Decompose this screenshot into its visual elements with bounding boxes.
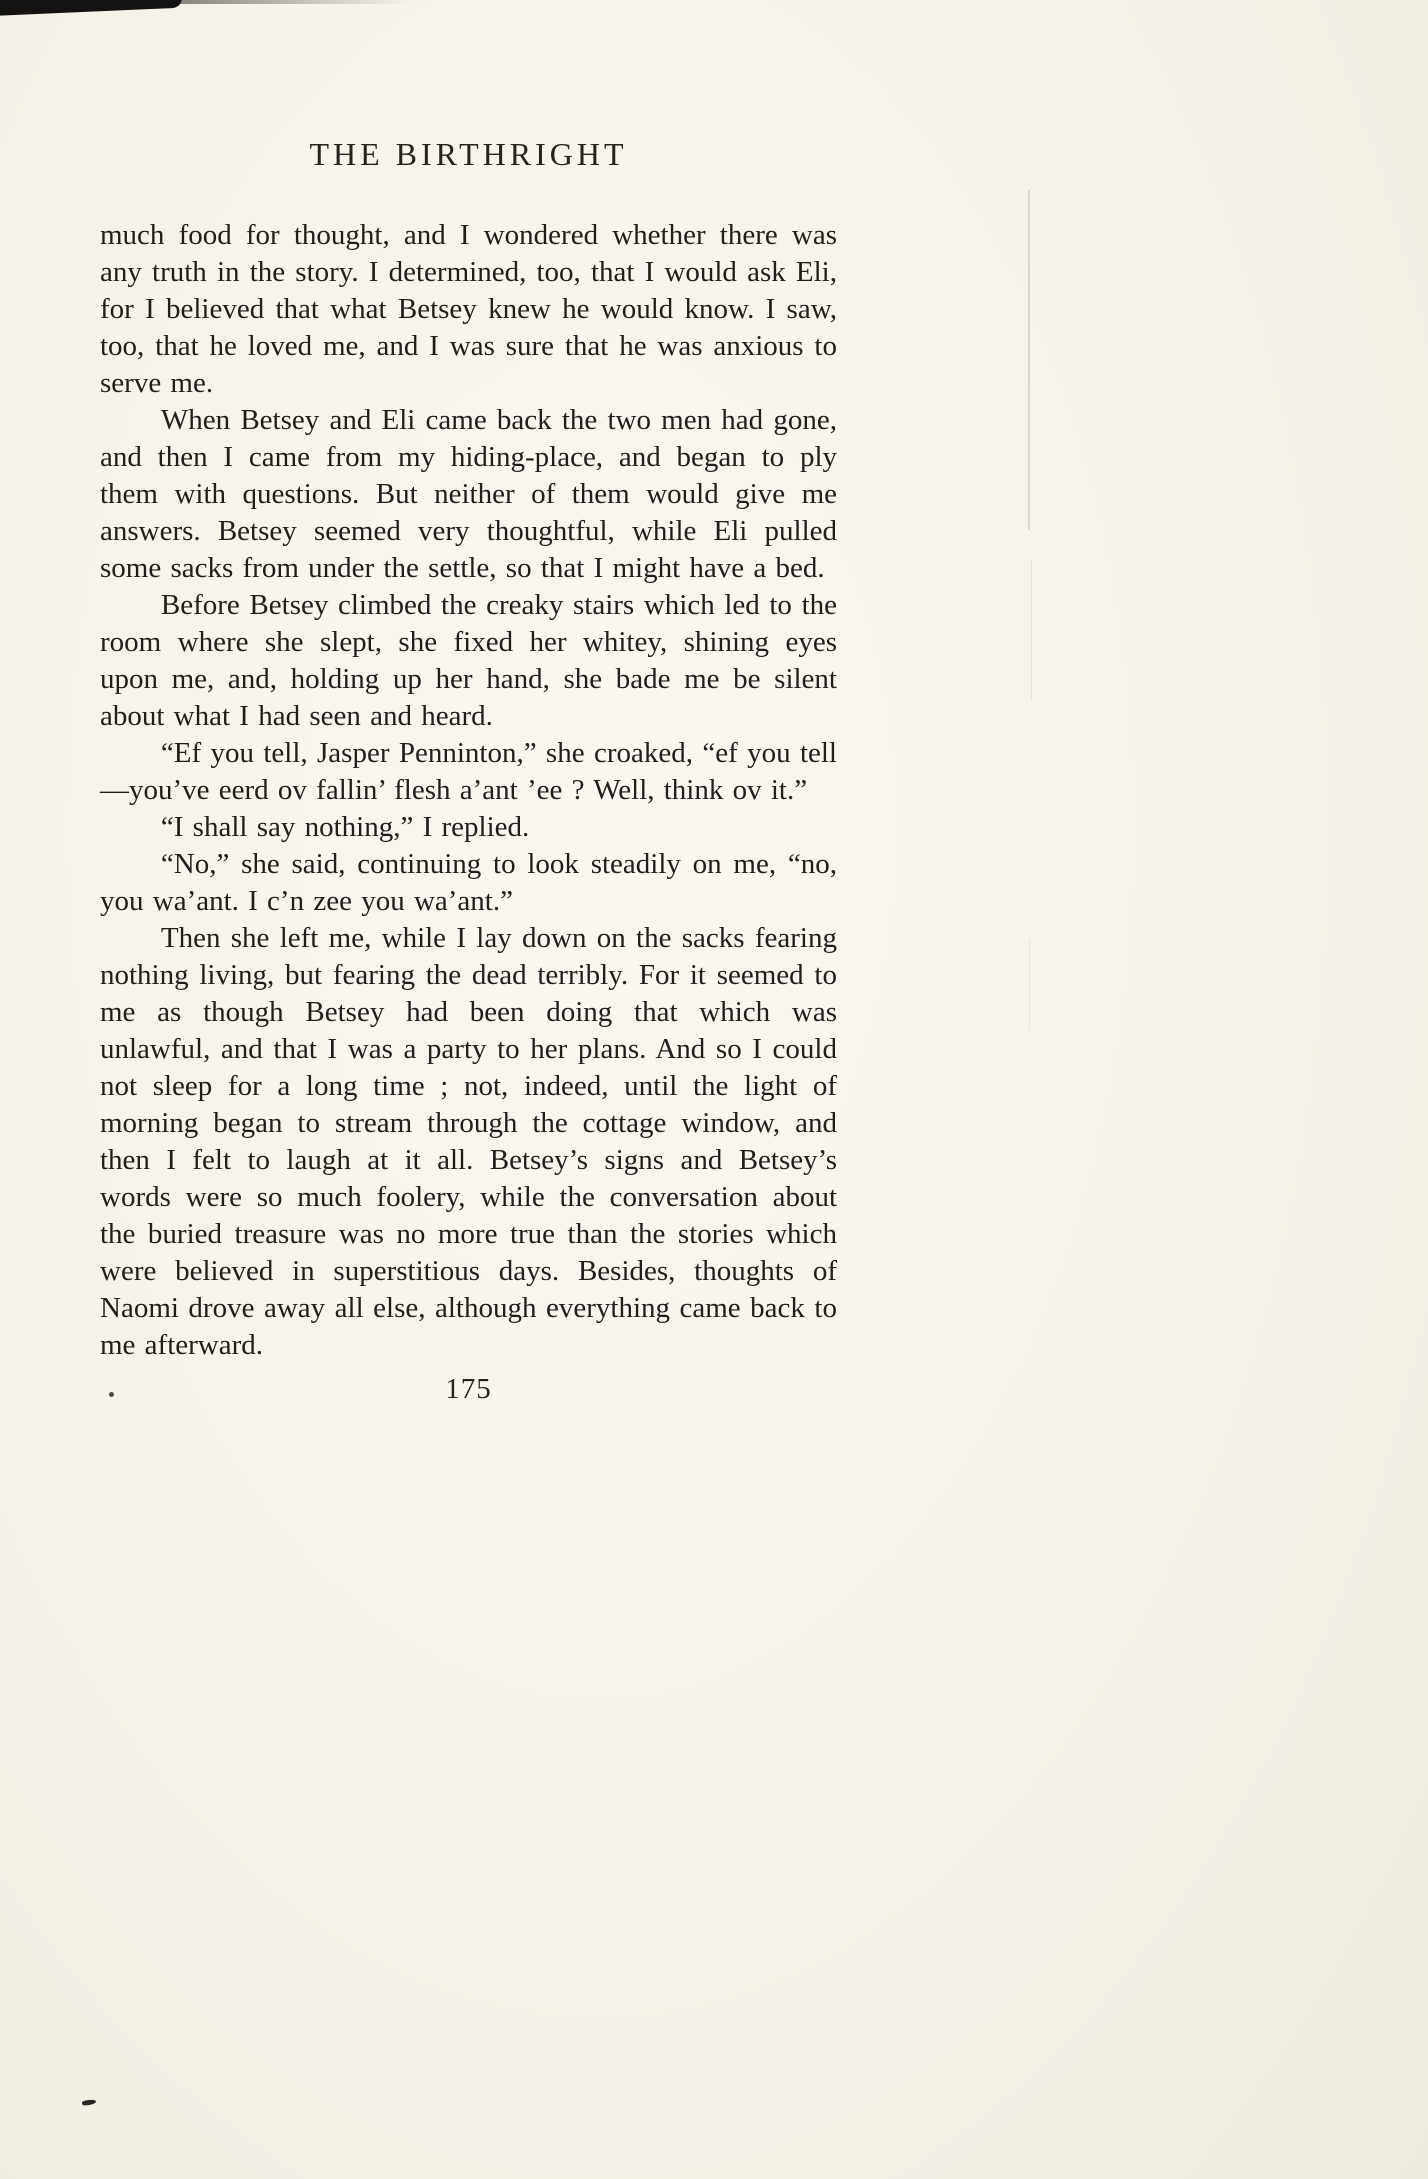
body-text — [100, 217, 837, 1364]
text-column — [100, 136, 837, 1406]
scan-artifact-bottom-mark — [82, 2099, 97, 2106]
paragraph: much food for thought, and I wondered whether there was any truth in the story. I determined, too, that I would ask Eli, for I believed that what Betsey knew he would know. I saw, too, that he loved me, and I was sure that he was anxious to serve me. — [100, 219, 837, 399]
paragraph: “No,” she said, continuing to look steadily on me, “no, you wa’ant. I c’n zee you wa’ant.” — [100, 848, 837, 917]
paragraph: Then she left me, while I lay down on the sacks fearing nothing living, but fearing the dead terribly. For it seemed to me as though Betsey had been doing that which was unlawful, and that I was a party to her plans. And so I could not sleep for a long time ; not, indeed, until the light of morning began to stream through the cottage window, and then I felt to laugh at it all. Betsey’s signs and Betsey’s words were so much foolery, while the conversation about the buried treasure was no more true than the stories which were believed in superstitious days. Besides, thoughts of Naomi drove away all else, although everything came back to me afterward. — [100, 922, 837, 1361]
paragraph: When Betsey and Eli came back the two men had gone, and then I came from my hiding-place, and began to ply them with questions. But neither of them would give me answers. Betsey seemed very thoughtful, while Eli pulled some sacks from under the settle, so that I might have a bed. — [100, 404, 837, 584]
page-title: THE BIRTHRIGHT — [309, 136, 628, 172]
paragraph: “I shall say nothing,” I replied. — [160, 811, 530, 843]
scan-artifact-top-smudge — [150, 0, 410, 4]
scan-artifact-right-line — [1029, 940, 1030, 1030]
paragraph: “Ef you tell, Jasper Penninton,” she croaked, “ef you tell—you’ve eerd ov fallin’ flesh a’ant ’ee ? Well, think ov it.” — [100, 737, 837, 806]
scan-artifact-right-line — [1031, 560, 1032, 700]
scan-artifact-right-line — [1028, 190, 1030, 530]
page-number: 175 — [445, 1373, 492, 1405]
scan-artifact-top-edge — [0, 0, 182, 16]
paragraph: Before Betsey climbed the creaky stairs which led to the room where she slept, she fixed her whitey, shining eyes upon me, and, holding up her hand, she bade me be silent about what I had seen and heard. — [100, 589, 837, 732]
